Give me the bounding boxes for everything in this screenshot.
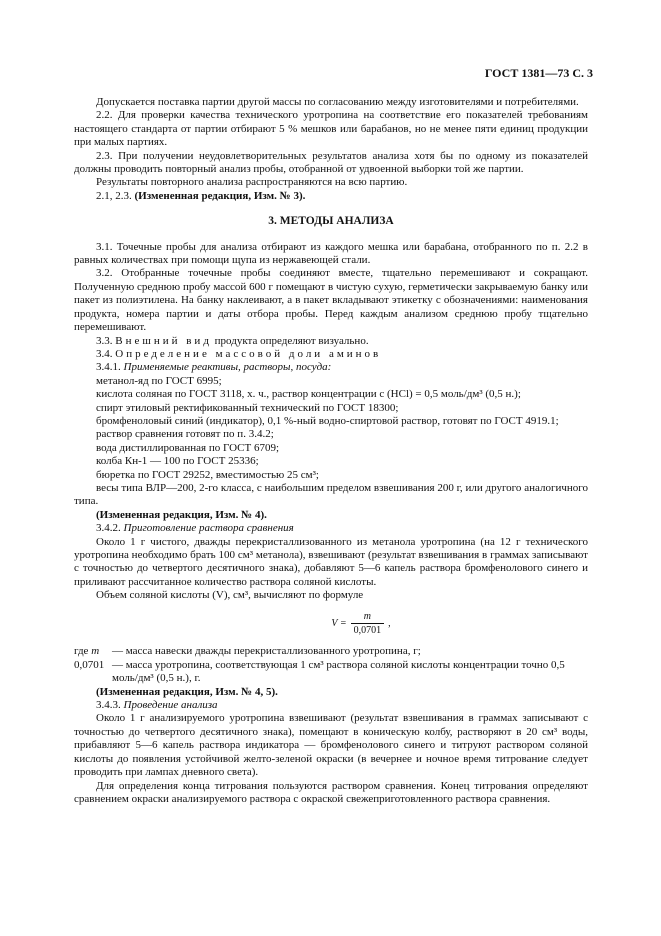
formula-denominator: 0,0701 bbox=[351, 623, 385, 637]
legend-prefix-text: где bbox=[74, 645, 89, 658]
clause-number: 3.3. bbox=[96, 334, 113, 347]
reagent-item: колба Кн-1 — 100 по ГОСТ 25336; bbox=[96, 455, 259, 468]
clause-number: 3.4. bbox=[96, 347, 113, 360]
amendment-note bbox=[74, 190, 588, 203]
paragraph-3-3 bbox=[74, 335, 588, 348]
legend-symbol: m bbox=[91, 645, 100, 658]
formula bbox=[134, 610, 588, 638]
paragraph: Для определения конца титрования пользуются раствором сравнения. Конец титрования определяют сравнением окраски анализируемого раствора с окраской свежеприготовленного раствора сравнения. bbox=[74, 779, 588, 805]
paragraph-3-4-1 bbox=[74, 361, 588, 374]
clause-number: 3.4.2. bbox=[96, 522, 121, 535]
reagent-item: вода дистиллированная по ГОСТ 6709; bbox=[96, 441, 280, 454]
formula-numerator: m bbox=[363, 610, 371, 622]
paragraph-3-2: 3.2. Отобранные точечные пробы соединяют вместе, тщательно перемешивают и сокращают. Полученную среднюю пробу массой 600 г помещают в чистую сухую, герметически закрываемую банку или пакет из полиэтилена. На банку наклеивают, а в пакет вкладывают этикетку с обозначениями: наименования продукта, номера партии и даты отбора пробы. Перед каждым анализом среднюю пробу тщательно перемешивают. bbox=[74, 267, 588, 334]
legend-description: — масса уротропина, соответствующая 1 см³ раствора соляной кислоты концентрации точно 0,5 моль/дм³ (0,5 н.), г. bbox=[112, 658, 565, 685]
clause-number: 3.4.3. bbox=[96, 699, 121, 712]
reagent-item: бромфеноловый синий (индикатор), 0,1 %-ный водно-спиртовой раствор, готовят по ГОСТ 4919.1; bbox=[96, 414, 559, 427]
clause-italic-title: Проведение анализа bbox=[123, 699, 218, 712]
page-header: ГОСТ 1381—73 С. 3 bbox=[484, 66, 593, 80]
reagent-item: метанол-яд по ГОСТ 6995; bbox=[96, 374, 222, 387]
clause-spaced-title: Внешний вид bbox=[115, 334, 212, 347]
paragraph: Результаты повторного анализа распространяются на всю партию. bbox=[96, 176, 408, 189]
paragraph-3-1: 3.1. Точечные пробы для анализа отбирают из каждого мешка или барабана, отобранного по п. 2.2 в равных количествах при помощи щупа из нержавеющей стали. bbox=[74, 240, 588, 267]
paragraph-3-4-2 bbox=[74, 522, 588, 535]
reagent-item: спирт этиловый ректификованный технический по ГОСТ 18300; bbox=[96, 401, 399, 414]
amendment-prefix: 2.1, 2.3. bbox=[96, 189, 132, 202]
clause-text: продукта определяют визуально. bbox=[214, 334, 369, 347]
amendment-note: (Измененная редакция, Изм. № 4, 5). bbox=[96, 685, 278, 698]
paragraph-3-4 bbox=[74, 348, 588, 361]
clause-number: 3.4.1. bbox=[96, 361, 121, 374]
reagent-item: весы типа ВЛР—200, 2-го класса, с наибольшим пределом взвешивания 200 г, или другого аналогичного типа. bbox=[74, 481, 588, 508]
formula-intro: Объем соляной кислоты (V), см³, вычисляют по формуле bbox=[96, 589, 364, 602]
clause-italic-title: Приготовление раствора сравнения bbox=[123, 522, 294, 535]
amendment-label: (Измененная редакция, Изм. № 3). bbox=[134, 189, 306, 202]
legend-prefix bbox=[74, 645, 108, 658]
paragraph-2-3: 2.3. При получении неудовлетворительных результатов анализа хотя бы по одному из показателей должны проводить повторный анализ пробы, отобранной от удвоенной выборки той же партии. bbox=[74, 149, 588, 176]
reagent-item: кислота соляная по ГОСТ 3118, х. ч., раствор концентрации с (HCl) = 0,5 моль/дм³ (0,5 н.); bbox=[96, 388, 521, 401]
reagent-item: раствор сравнения готовят по п. 3.4.2; bbox=[96, 428, 274, 441]
formula-lhs: V = bbox=[331, 617, 347, 629]
formula-tail: , bbox=[388, 617, 391, 629]
clause-italic-title: Применяемые реактивы, растворы, посуда: bbox=[123, 361, 332, 374]
paragraph-2-2: 2.2. Для проверки качества технического уротропина на соответствие его показателей требованиям настоящего стандарта от партии отбирают 5 % мешков или барабанов, но не менее пяти единиц продукции при малых партиях. bbox=[74, 109, 588, 149]
legend-description: — масса навески дважды перекристаллизованного уротропина, г; bbox=[112, 645, 421, 658]
reagent-item: бюретка по ГОСТ 29252, вместимостью 25 см³; bbox=[96, 468, 319, 481]
paragraph-3-4-3 bbox=[74, 699, 588, 712]
document-body bbox=[74, 96, 588, 806]
paragraph: Допускается поставка партии другой массы по согласованию между изготовителями и потребителями. bbox=[96, 96, 579, 108]
paragraph: Около 1 г анализируемого уротропина взвешивают (результат взвешивания в граммах записывают с точностью до четвертого десятичного знака), помещают в коническую колбу, растворяют в 20 см³ воды, прибавляют 5—6 капель раствора индикатора — бромфенолового синего и титруют раствором соляной кислоты до появления устойчивой желто-зеленой окраски (в вечернее и ночное время титрование следует проводить при лампах дневного света). bbox=[74, 712, 588, 779]
clause-spaced-title: Определение массовой доли аминов bbox=[115, 347, 382, 360]
legend-symbol: 0,0701 bbox=[74, 658, 105, 671]
amendment-note: (Измененная редакция, Изм. № 4). bbox=[96, 508, 267, 521]
paragraph: Около 1 г чистого, дважды перекристаллизованного из метанола уротропина (на 12 г технического уротропина необходимо брать 100 см³ метанола), взвешивают (результат взвешивания в граммах записывают с точностью до четвертого десятичного знака), добавляют 5—6 капель раствора бромфенолового синего и приливают рассчитанное количество раствора соляной кислоты. bbox=[74, 535, 588, 588]
section-title: 3. МЕТОДЫ АНАЛИЗА bbox=[268, 215, 394, 228]
formula-legend bbox=[74, 645, 588, 685]
formula-fraction bbox=[351, 610, 385, 638]
